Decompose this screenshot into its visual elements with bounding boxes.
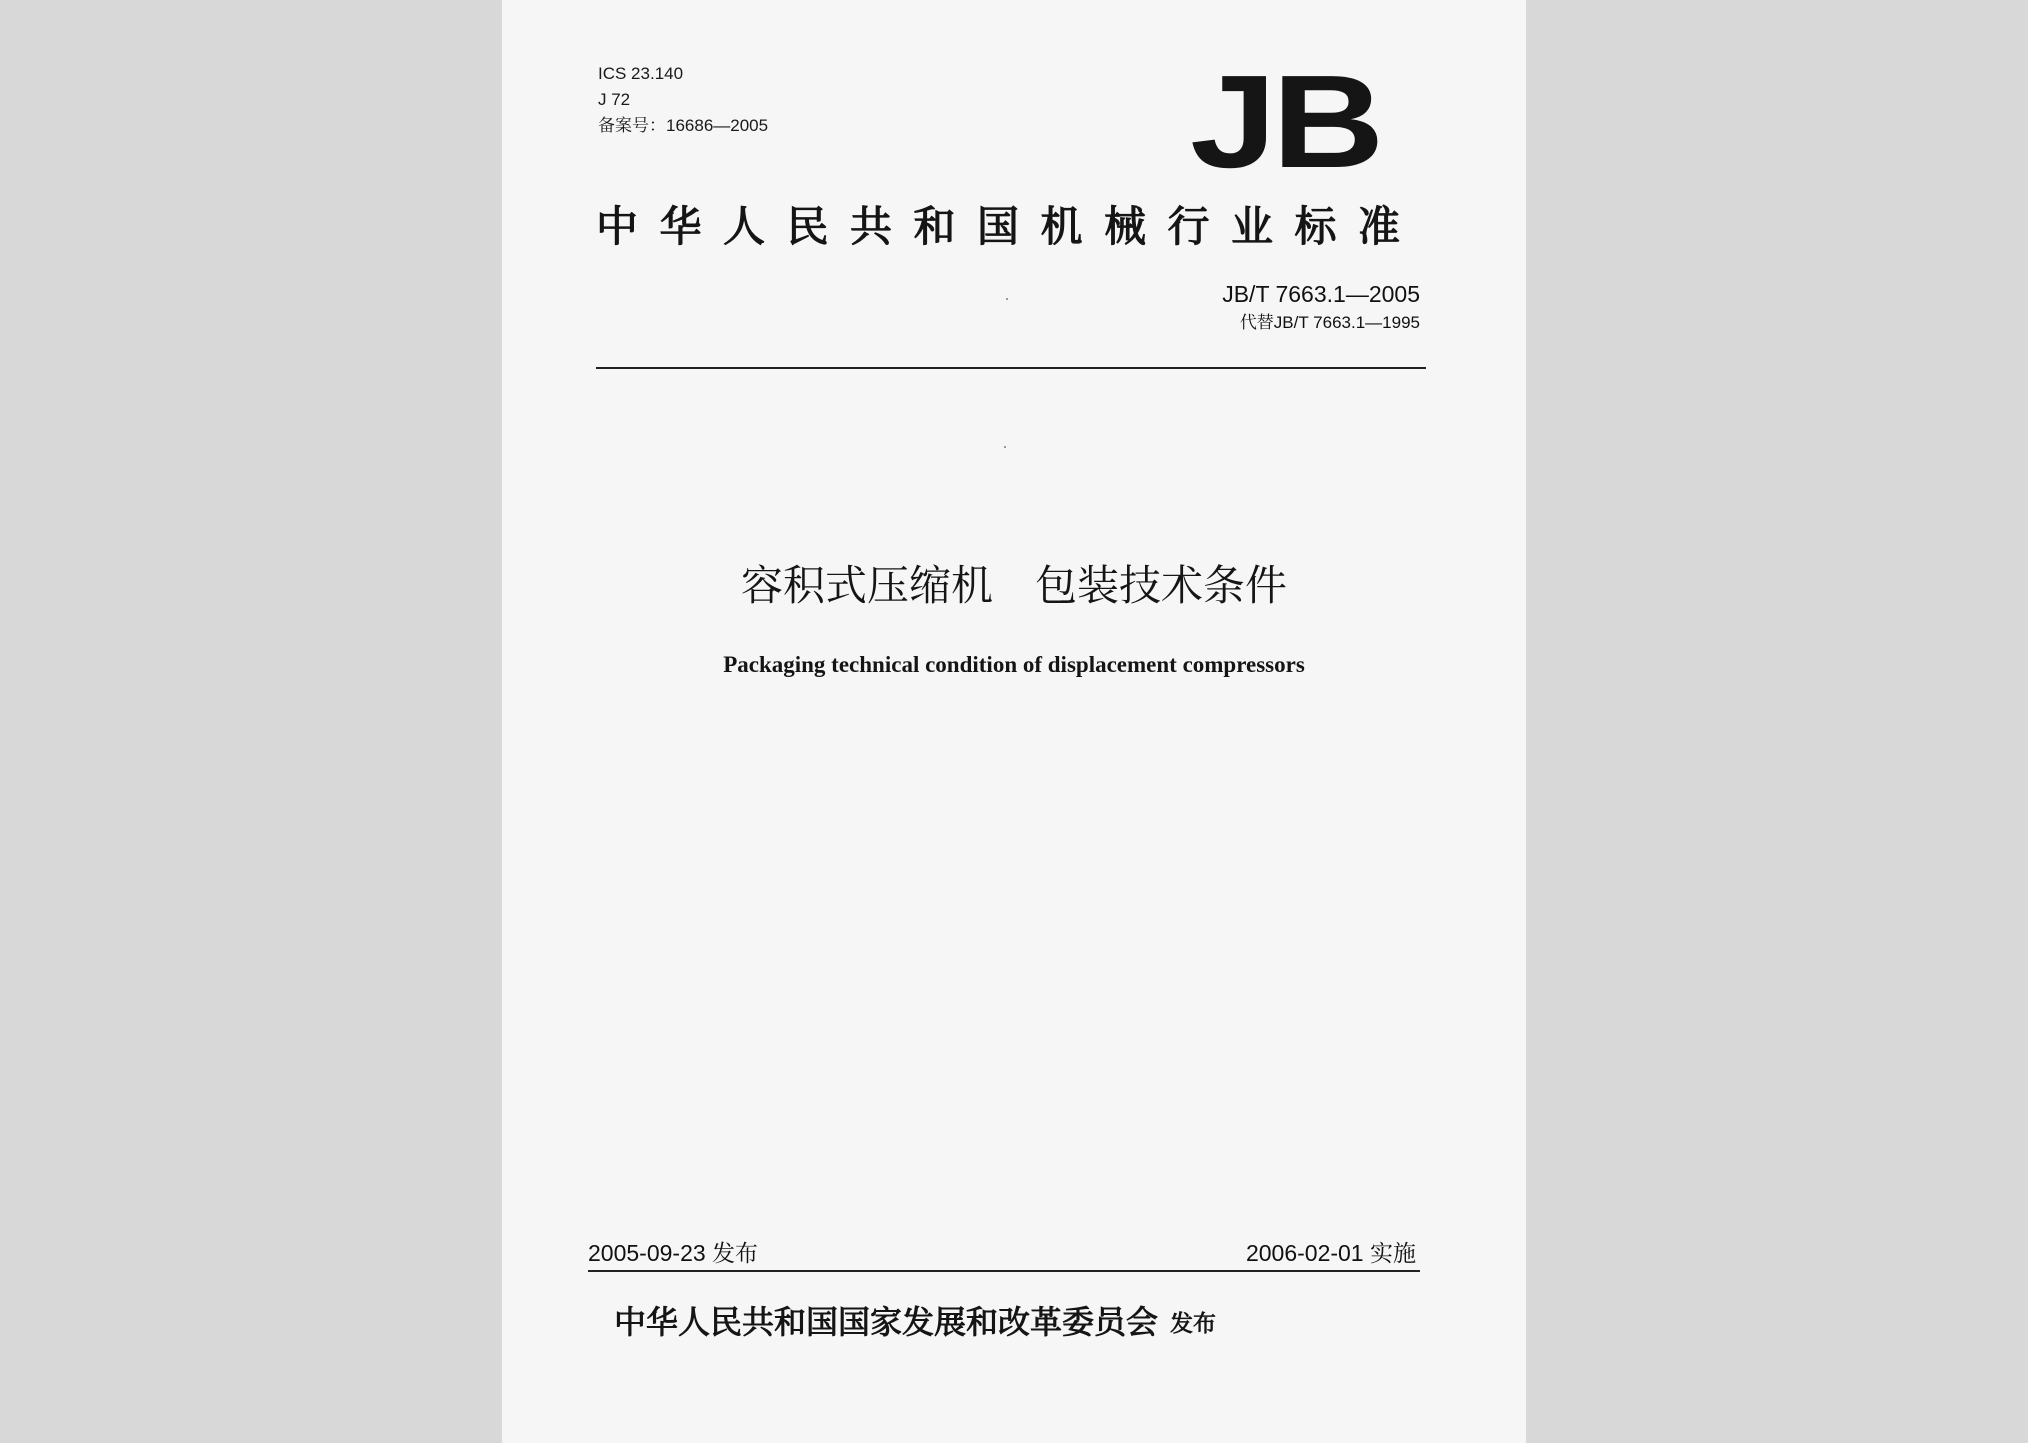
ics-code: ICS 23.140	[598, 64, 684, 83]
document-title-chinese: 容积式压缩机 包装技术条件	[740, 561, 1287, 610]
scan-speck	[1004, 446, 1006, 448]
header-divider	[596, 367, 1426, 369]
standard-number: JB/T 7663.1—2005	[1222, 281, 1420, 307]
publisher-name: 中华人民共和国国家发展和改革委员会	[614, 1303, 1159, 1341]
issue-date: 2005-09-23 发布	[588, 1240, 759, 1266]
document-page	[502, 0, 1526, 1443]
category-code: J 72	[598, 90, 631, 109]
replaces-standard: 代替JB/T 7663.1—1995	[1239, 313, 1420, 332]
scan-speck	[1006, 298, 1008, 300]
standard-header-title: 中华人民共和国机械行业标准	[596, 202, 1422, 251]
jb-logo: JB	[1190, 48, 1380, 195]
implementation-date: 2006-02-01 实施	[1245, 1240, 1416, 1266]
footer-divider	[588, 1270, 1420, 1272]
publisher-line	[614, 1300, 1216, 1346]
document-title-english: Packaging technical condition of displacement compressors	[723, 652, 1305, 677]
record-number: 备案号：16686—2005	[598, 116, 769, 135]
publisher-suffix: 发布	[1170, 1311, 1217, 1337]
